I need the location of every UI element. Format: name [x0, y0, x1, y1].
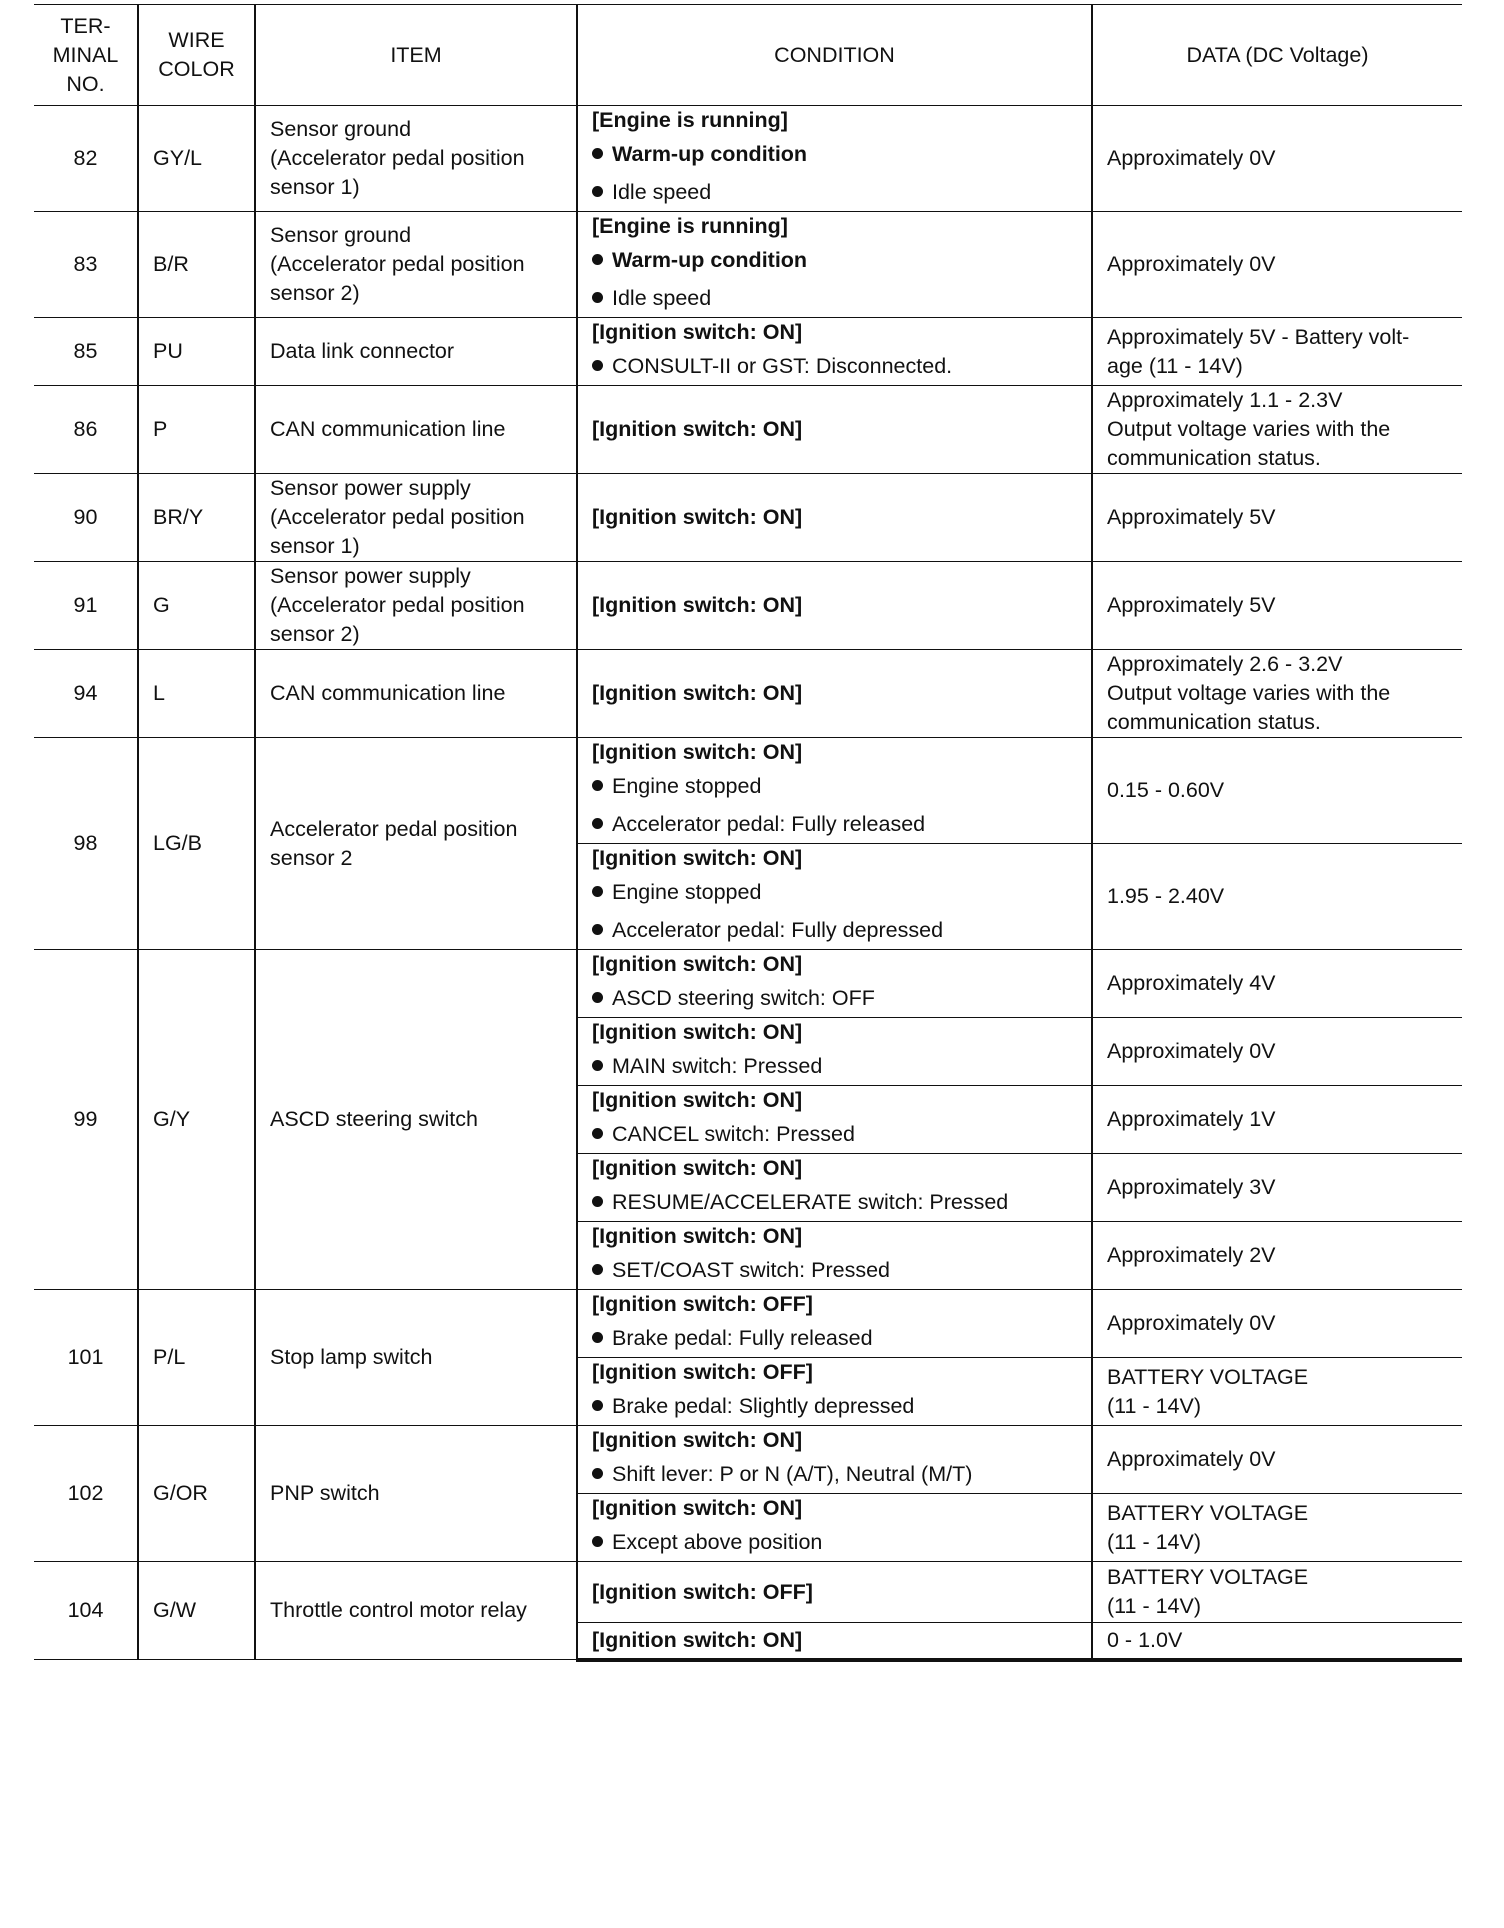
condition-heading: [Ignition switch: ON] — [592, 320, 803, 344]
condition-bullet-item — [592, 767, 1077, 805]
wire-color-cell: P/L — [138, 1290, 255, 1426]
bullet-dot-icon — [592, 1060, 603, 1071]
bullet-dot-icon — [592, 186, 603, 197]
data-voltage-text: communication status. — [1107, 710, 1321, 734]
condition-bullet-item — [592, 979, 1077, 1017]
item-text: sensor 2 — [270, 845, 353, 870]
item-text: Stop lamp switch — [270, 1345, 433, 1369]
data-voltage-text: Approximately 5V — [1107, 593, 1276, 617]
table-row — [34, 318, 1462, 386]
header-wire-line: COLOR — [158, 57, 235, 81]
item-text: sensor 1) — [270, 534, 360, 558]
table-header — [34, 5, 1462, 106]
condition-cell — [577, 1018, 1092, 1086]
terminal-no-cell: 94 — [34, 650, 138, 738]
header-wire-color — [138, 5, 255, 106]
table-row — [34, 562, 1462, 650]
condition-bullet-item — [592, 1455, 1077, 1493]
condition-bullet-text: CANCEL switch: Pressed — [612, 1122, 855, 1146]
data-voltage-text: Approximately 5V — [1107, 505, 1276, 529]
condition-bullet-item — [592, 873, 1077, 911]
condition-heading: [Ignition switch: OFF] — [592, 1579, 813, 1604]
condition-cell — [577, 1426, 1092, 1494]
terminal-no-cell: 102 — [34, 1426, 138, 1562]
condition-cell — [577, 1358, 1092, 1426]
data-voltage-text: (11 - 14V) — [1107, 1529, 1201, 1554]
data-voltage-text: Approximately 0V — [1107, 146, 1276, 170]
terminal-no-cell: 86 — [34, 386, 138, 474]
data-voltage-text: communication status. — [1107, 446, 1321, 470]
table-row — [34, 950, 1462, 1018]
data-voltage-cell — [1092, 1154, 1462, 1222]
item-text: Accelerator pedal position — [270, 816, 518, 841]
condition-cell — [577, 738, 1092, 844]
condition-heading: [Ignition switch: ON] — [592, 1627, 803, 1652]
bullet-dot-icon — [592, 780, 603, 791]
condition-cell — [577, 1086, 1092, 1154]
terminal-no-cell: 90 — [34, 474, 138, 562]
condition-heading: [Ignition switch: ON] — [592, 505, 803, 529]
header-row — [34, 5, 1462, 106]
data-voltage-cell — [1092, 1018, 1462, 1086]
wire-color-cell: G — [138, 562, 255, 650]
item-cell — [255, 386, 577, 474]
wire-color-cell: G/Y — [138, 950, 255, 1290]
data-voltage-cell — [1092, 1426, 1462, 1494]
bullet-dot-icon — [592, 1400, 603, 1411]
item-cell — [255, 212, 577, 318]
data-voltage-text: 1.95 - 2.40V — [1107, 884, 1225, 908]
item-text: PNP switch — [270, 1481, 380, 1505]
condition-bullet-item — [592, 279, 1077, 317]
condition-heading: [Ignition switch: ON] — [592, 1496, 803, 1520]
condition-bullet-text: Except above position — [612, 1530, 823, 1554]
bullet-dot-icon — [592, 254, 603, 265]
bullet-dot-icon — [592, 360, 603, 371]
condition-heading: [Ignition switch: ON] — [592, 417, 803, 441]
data-voltage-text: Approximately 0V — [1107, 1311, 1276, 1335]
bullet-dot-icon — [592, 1536, 603, 1547]
condition-heading: [Ignition switch: ON] — [592, 681, 803, 705]
data-voltage-text: (11 - 14V) — [1107, 1393, 1201, 1418]
item-cell — [255, 474, 577, 562]
item-text: (Accelerator pedal position — [270, 505, 525, 529]
condition-bullet-text: Engine stopped — [612, 880, 762, 904]
data-voltage-text: (11 - 14V) — [1107, 1594, 1201, 1618]
condition-bullet-text: MAIN switch: Pressed — [612, 1054, 823, 1078]
condition-cell — [577, 1494, 1092, 1562]
terminal-no-cell: 85 — [34, 318, 138, 386]
header-terminal-line: NO. — [66, 71, 105, 96]
bullet-dot-icon — [592, 1332, 603, 1343]
terminal-no-cell: 104 — [34, 1562, 138, 1660]
condition-bullet-item — [592, 173, 1077, 211]
condition-cell — [577, 950, 1092, 1018]
terminal-no-cell: 99 — [34, 950, 138, 1290]
condition-bullet-text: Idle speed — [612, 286, 712, 310]
item-text: sensor 2) — [270, 281, 360, 305]
condition-bullet-item — [592, 1319, 1077, 1357]
data-voltage-cell — [1092, 386, 1462, 474]
header-item: ITEM — [255, 5, 577, 106]
condition-heading: [Ignition switch: ON] — [592, 740, 803, 764]
item-text: (Accelerator pedal position — [270, 252, 525, 276]
document-page — [34, 4, 1462, 1662]
item-text: CAN communication line — [270, 681, 506, 705]
condition-bullet-text: Accelerator pedal: Fully released — [612, 812, 926, 836]
condition-bullet-text: Brake pedal: Fully released — [612, 1326, 873, 1350]
condition-heading: [Ignition switch: ON] — [592, 1020, 803, 1044]
item-text: sensor 1) — [270, 175, 360, 199]
terminal-spec-table — [34, 4, 1462, 1662]
wire-color-cell: PU — [138, 318, 255, 386]
bullet-dot-icon — [592, 148, 603, 159]
bullet-dot-icon — [592, 1128, 603, 1139]
condition-cell — [577, 1222, 1092, 1290]
header-condition: CONDITION — [577, 5, 1092, 106]
table-row — [34, 738, 1462, 844]
condition-heading: [Ignition switch: ON] — [592, 1428, 803, 1452]
item-cell — [255, 738, 577, 950]
data-voltage-text: Approximately 0V — [1107, 252, 1276, 276]
data-voltage-cell — [1092, 650, 1462, 738]
bullet-dot-icon — [592, 992, 603, 1003]
data-voltage-text: BATTERY VOLTAGE — [1107, 1364, 1309, 1389]
data-voltage-cell — [1092, 212, 1462, 318]
data-voltage-text: Approximately 0V — [1107, 1039, 1276, 1063]
terminal-no-cell: 82 — [34, 106, 138, 212]
condition-heading: [Ignition switch: OFF] — [592, 1292, 813, 1316]
table-row — [34, 650, 1462, 738]
item-cell — [255, 950, 577, 1290]
bullet-dot-icon — [592, 818, 603, 829]
condition-cell — [577, 386, 1092, 474]
item-text: sensor 2) — [270, 622, 360, 646]
header-terminal-no — [34, 5, 138, 106]
bullet-dot-icon — [592, 1264, 603, 1275]
data-voltage-cell — [1092, 950, 1462, 1018]
data-voltage-text: Output voltage varies with the — [1107, 417, 1391, 441]
data-voltage-cell — [1092, 562, 1462, 650]
item-cell — [255, 318, 577, 386]
condition-heading: [Engine is running] — [592, 214, 788, 238]
condition-bullet-item — [592, 1387, 1077, 1425]
data-voltage-cell — [1092, 1562, 1462, 1623]
condition-cell — [577, 106, 1092, 212]
table-row — [34, 1562, 1462, 1623]
terminal-no-cell: 91 — [34, 562, 138, 650]
item-text: (Accelerator pedal position — [270, 593, 525, 617]
wire-color-cell: P — [138, 386, 255, 474]
data-voltage-cell — [1092, 474, 1462, 562]
data-voltage-text: Approximately 5V - Battery volt- — [1107, 324, 1410, 349]
item-text: Sensor power supply — [270, 476, 471, 500]
data-voltage-cell — [1092, 1358, 1462, 1426]
terminal-no-cell: 83 — [34, 212, 138, 318]
item-text: (Accelerator pedal position — [270, 146, 525, 170]
data-voltage-text: age (11 - 14V) — [1107, 353, 1243, 378]
data-voltage-text: 0 - 1.0V — [1107, 1627, 1183, 1652]
condition-bullet-text: Brake pedal: Slightly depressed — [612, 1394, 915, 1418]
table-row — [34, 386, 1462, 474]
data-voltage-text: Approximately 0V — [1107, 1447, 1276, 1471]
data-voltage-text: Approximately 1V — [1107, 1107, 1276, 1131]
data-voltage-text: Output voltage varies with the — [1107, 681, 1391, 705]
data-voltage-text: Approximately 2.6 - 3.2V — [1107, 652, 1343, 676]
condition-heading: [Ignition switch: ON] — [592, 846, 803, 870]
table-row — [34, 1426, 1462, 1494]
item-text: Sensor ground — [270, 117, 412, 141]
wire-color-cell: GY/L — [138, 106, 255, 212]
item-cell — [255, 1290, 577, 1426]
wire-color-cell: G/OR — [138, 1426, 255, 1562]
wire-color-cell: B/R — [138, 212, 255, 318]
data-voltage-text: Approximately 1.1 - 2.3V — [1107, 388, 1343, 412]
data-voltage-cell — [1092, 318, 1462, 386]
data-voltage-text: Approximately 2V — [1107, 1243, 1276, 1267]
condition-cell — [577, 1562, 1092, 1623]
condition-heading: [Ignition switch: ON] — [592, 593, 803, 617]
condition-heading: [Ignition switch: OFF] — [592, 1360, 813, 1384]
data-voltage-text: Approximately 4V — [1107, 971, 1276, 995]
condition-heading: [Ignition switch: ON] — [592, 1088, 803, 1112]
condition-cell — [577, 562, 1092, 650]
header-data: DATA (DC Voltage) — [1092, 5, 1462, 106]
wire-color-cell: BR/Y — [138, 474, 255, 562]
data-voltage-text: BATTERY VOLTAGE — [1107, 1565, 1309, 1589]
condition-bullet-text: CONSULT-II or GST: Disconnected. — [612, 354, 953, 378]
condition-cell — [577, 212, 1092, 318]
condition-bullet-item — [592, 1523, 1077, 1561]
condition-bullet-text: Shift lever: P or N (A/T), Neutral (M/T) — [612, 1462, 973, 1486]
bullet-dot-icon — [592, 924, 603, 935]
bullet-dot-icon — [592, 1468, 603, 1479]
item-text: ASCD steering switch — [270, 1107, 478, 1131]
condition-bullet-item — [592, 347, 1077, 385]
wire-color-cell: L — [138, 650, 255, 738]
condition-bullet-item — [592, 1047, 1077, 1085]
condition-bullet-text: Accelerator pedal: Fully depressed — [612, 918, 944, 942]
data-voltage-cell — [1092, 1290, 1462, 1358]
condition-cell — [577, 1623, 1092, 1660]
header-terminal-line: MINAL — [52, 42, 119, 67]
condition-bullet-item — [592, 1115, 1077, 1153]
condition-bullet-text: RESUME/ACCELERATE switch: Pressed — [612, 1190, 1009, 1214]
condition-cell — [577, 318, 1092, 386]
condition-bullet-item — [592, 1251, 1077, 1289]
item-cell — [255, 106, 577, 212]
data-voltage-text: BATTERY VOLTAGE — [1107, 1500, 1309, 1525]
terminal-no-cell: 98 — [34, 738, 138, 950]
bullet-dot-icon — [592, 292, 603, 303]
data-voltage-cell — [1092, 738, 1462, 844]
condition-bullet-item — [592, 911, 1077, 949]
wire-color-cell: G/W — [138, 1562, 255, 1660]
header-terminal-line: TER- — [60, 13, 111, 38]
bullet-dot-icon — [592, 1196, 603, 1207]
condition-bullet-text: Idle speed — [612, 180, 712, 204]
item-text: CAN communication line — [270, 417, 506, 441]
wire-color-cell: LG/B — [138, 738, 255, 950]
item-text: Sensor ground — [270, 223, 412, 247]
table-row — [34, 474, 1462, 562]
table-body — [34, 106, 1462, 1660]
data-voltage-cell — [1092, 844, 1462, 950]
item-cell — [255, 1562, 577, 1660]
condition-bullet-item — [592, 805, 1077, 843]
condition-heading: [Engine is running] — [592, 108, 788, 132]
item-cell — [255, 562, 577, 650]
data-voltage-cell — [1092, 1086, 1462, 1154]
header-wire-line: WIRE — [168, 28, 225, 52]
item-text: Sensor power supply — [270, 564, 471, 588]
item-cell — [255, 1426, 577, 1562]
data-voltage-cell — [1092, 1623, 1462, 1660]
data-voltage-cell — [1092, 1222, 1462, 1290]
condition-cell — [577, 474, 1092, 562]
condition-bullet-text: SET/COAST switch: Pressed — [612, 1258, 890, 1282]
condition-bullet-text: Warm-up condition — [612, 142, 808, 166]
table-row — [34, 1290, 1462, 1358]
data-voltage-cell — [1092, 1494, 1462, 1562]
data-voltage-text: 0.15 - 0.60V — [1107, 778, 1225, 802]
item-cell — [255, 650, 577, 738]
condition-heading: [Ignition switch: ON] — [592, 952, 803, 976]
condition-cell — [577, 1290, 1092, 1358]
item-text: Data link connector — [270, 339, 455, 363]
condition-bullet-text: Engine stopped — [612, 774, 762, 798]
data-voltage-cell — [1092, 106, 1462, 212]
terminal-no-cell: 101 — [34, 1290, 138, 1426]
condition-heading: [Ignition switch: ON] — [592, 1224, 803, 1248]
condition-cell — [577, 844, 1092, 950]
condition-cell — [577, 1154, 1092, 1222]
table-row — [34, 212, 1462, 318]
condition-heading: [Ignition switch: ON] — [592, 1156, 803, 1180]
condition-cell — [577, 650, 1092, 738]
item-text: Throttle control motor relay — [270, 1598, 527, 1622]
condition-bullet-text: ASCD steering switch: OFF — [612, 986, 875, 1010]
table-row — [34, 106, 1462, 212]
condition-bullet-item — [592, 135, 1077, 173]
condition-bullet-item — [592, 241, 1077, 279]
condition-bullet-item — [592, 1183, 1077, 1221]
bullet-dot-icon — [592, 886, 603, 897]
condition-bullet-text: Warm-up condition — [612, 248, 808, 272]
data-voltage-text: Approximately 3V — [1107, 1175, 1276, 1199]
